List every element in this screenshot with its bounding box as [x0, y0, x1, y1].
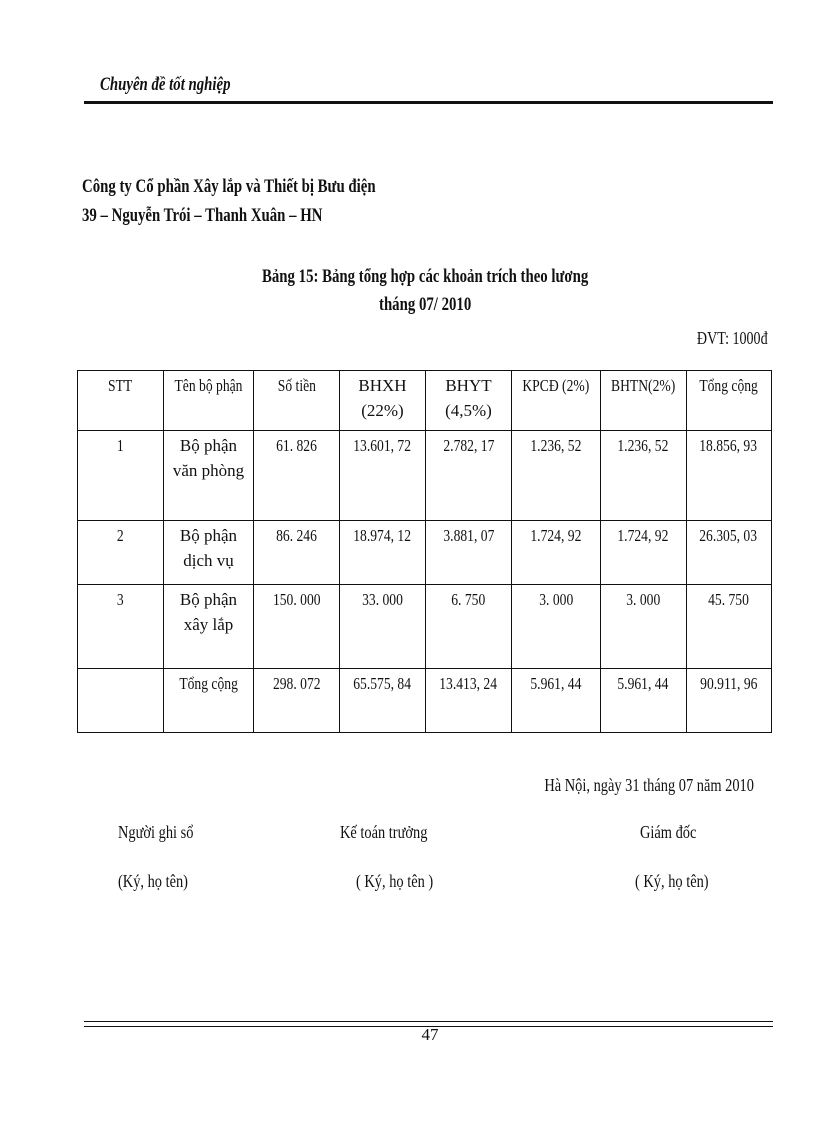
table-title: [150, 266, 700, 288]
signature-role-chief-accountant: Kế toán trưởng: [340, 822, 428, 842]
table-subtitle: [150, 294, 700, 316]
table-header-row: [78, 371, 772, 431]
cell-stt: [78, 669, 164, 733]
signature-note-recorder: (Ký, họ tên): [118, 871, 188, 891]
cell-stt: 3: [78, 585, 164, 669]
cell-bhxh: 33. 000: [339, 585, 425, 669]
deductions-summary-table: [77, 370, 772, 733]
header-bhyt: BHYT (4,5%): [425, 371, 511, 431]
page-number: 47: [421, 1025, 439, 1044]
signature-note-director: ( Ký, họ tên): [635, 871, 709, 891]
cell-bhyt: 2.782, 17: [425, 431, 511, 521]
cell-department: Bộ phận xây lắp: [164, 585, 254, 669]
cell-amount: 150. 000: [253, 585, 339, 669]
header-divider: [84, 101, 773, 104]
cell-bhyt: 3.881, 07: [425, 521, 511, 585]
cell-total: 26.305, 03: [686, 521, 771, 585]
cell-bhtn: 1.236, 52: [600, 431, 686, 521]
signature-note-chief-accountant: ( Ký, họ tên ): [356, 871, 434, 891]
cell-stt: 1: [78, 431, 164, 521]
cell-amount: 61. 826: [253, 431, 339, 521]
cell-department: Bộ phận văn phòng: [164, 431, 254, 521]
cell-kpcd: 1.236, 52: [511, 431, 600, 521]
header-bhtn: BHTN(2%): [600, 371, 686, 431]
cell-bhtn: 1.724, 92: [600, 521, 686, 585]
header-stt: STT: [78, 371, 164, 431]
cell-bhxh: 65.575, 84: [339, 669, 425, 733]
cell-stt: 2: [78, 521, 164, 585]
company-address: 39 – Nguyễn Trói – Thanh Xuân – HN: [82, 205, 323, 226]
unit-note: ĐVT: 1000đ: [697, 328, 768, 348]
table-row: [78, 521, 772, 585]
date-line: Hà Nội, ngày 31 tháng 07 năm 2010: [544, 775, 754, 795]
header-amount: Số tiền: [253, 371, 339, 431]
cell-bhyt: 6. 750: [425, 585, 511, 669]
table-row: [78, 585, 772, 669]
header-department: Tên bộ phận: [164, 371, 254, 431]
signature-role-director: Giám đốc: [640, 822, 697, 842]
cell-kpcd: 1.724, 92: [511, 521, 600, 585]
cell-bhyt: 13.413, 24: [425, 669, 511, 733]
company-name: Công ty Cổ phần Xây lắp và Thiết bị Bưu điện: [82, 176, 376, 197]
header-bhxh: BHXH (22%): [339, 371, 425, 431]
cell-amount: 298. 072: [253, 669, 339, 733]
cell-total: 45. 750: [686, 585, 771, 669]
running-header-title: Chuyên đề tốt nghiệp: [100, 74, 231, 95]
cell-total: 90.911, 96: [686, 669, 771, 733]
cell-kpcd: 5.961, 44: [511, 669, 600, 733]
table-row: [78, 431, 772, 521]
cell-total-label: Tổng cộng: [164, 669, 254, 733]
table-title-line-1: Bảng 15: Bảng tổng hợp các khoản trích theo lương: [261, 266, 589, 287]
header-total: Tổng cộng: [686, 371, 771, 431]
cell-bhtn: 5.961, 44: [600, 669, 686, 733]
table-total-row: [78, 669, 772, 733]
cell-kpcd: 3. 000: [511, 585, 600, 669]
signature-role-recorder: Người ghi sổ: [118, 822, 194, 842]
cell-total: 18.856, 93: [686, 431, 771, 521]
table-title-line-2: tháng 07/ 2010: [378, 294, 472, 315]
cell-bhxh: 18.974, 12: [339, 521, 425, 585]
cell-bhxh: 13.601, 72: [339, 431, 425, 521]
cell-department: Bộ phận dịch vụ: [164, 521, 254, 585]
header-kpcd: KPCĐ (2%): [511, 371, 600, 431]
cell-bhtn: 3. 000: [600, 585, 686, 669]
cell-amount: 86. 246: [253, 521, 339, 585]
